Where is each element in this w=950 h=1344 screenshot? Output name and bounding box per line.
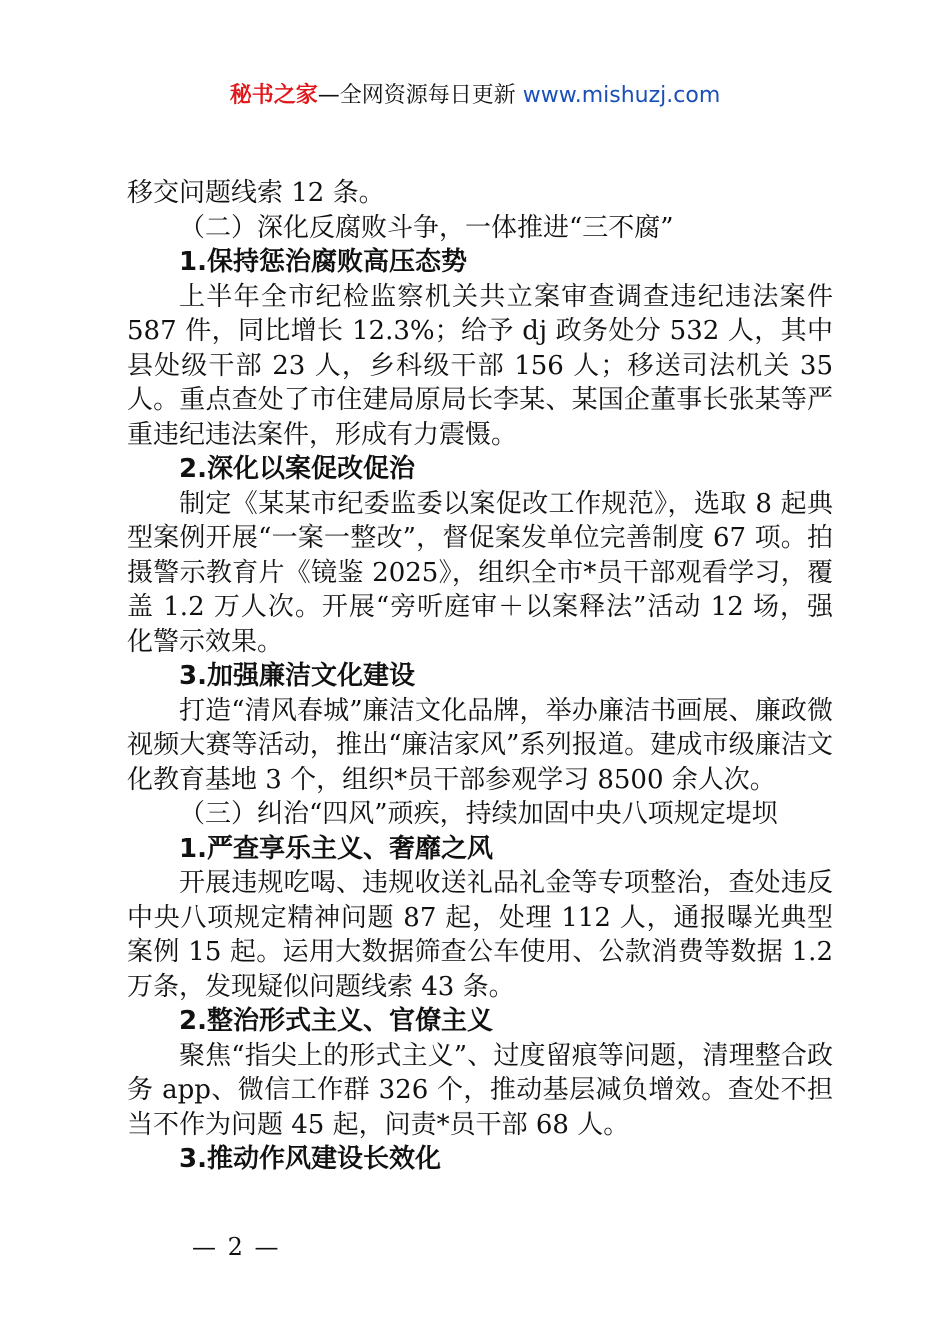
header-watermark: [0, 80, 950, 112]
watermark-slogan: —全网资源每日更新: [317, 83, 523, 108]
body-paragraph: 制定《某某市纪委监委以案促改工作规范》，选取 8 起典型案例开展“一案一整改”，督促案发单位完善制度 67 项。拍摄警示教育片《镜鉴 2025》，组织全市*员干部观看学习，覆盖 1.2 万人次。开展“旁听庭审＋以案释法”活动 12 场，强化警示效果。: [127, 488, 833, 657]
body-paragraph: 打造“清风春城”廉洁文化品牌，举办廉洁书画展、廉政微视频大赛等活动，推出“廉洁家风”系列报道。建成市级廉洁文化教育基地 3 个，组织*员干部参观学习 8500 余人次。: [127, 695, 833, 795]
subheading-2: 2.整治形式主义、官僚主义: [179, 1006, 493, 1036]
subheading-2: 2.深化以案促改促治: [179, 454, 415, 484]
body-paragraph: 聚焦“指尖上的形式主义”、过度留痕等问题，清理整合政务 app、微信工作群 326 个，推动基层减负增效。查处不担当不作为问题 45 起，问责*员干部 68 人。: [127, 1040, 833, 1140]
body-paragraph-continuation: 移交问题线索 12 条。: [127, 178, 385, 208]
body-paragraph: 开展违规吃喝、违规收送礼品礼金等专项整治，查处违反中央八项规定精神问题 87 起，处理 112 人，通报曝光典型案例 15 起。运用大数据筛查公车使用、公款消费等数据 1.2 万条，发现疑似问题线索 43 条。: [127, 868, 833, 1002]
subheading-3: 3.推动作风建设长效化: [179, 1144, 441, 1174]
section-title-2: （二）深化反腐败斗争，一体推进“三不腐”: [179, 212, 674, 243]
subheading-1: 1.严查享乐主义、奢靡之风: [179, 833, 493, 864]
document-body: [127, 176, 833, 1177]
page-number: — 2 —: [192, 1233, 281, 1261]
body-paragraph: 上半年全市纪检监察机关共立案审查调查违纪违法案件 587 件，同比增长 12.3%；给予 dj 政务处分 532 人，其中县处级干部 23 人，乡科级干部 156 人；移送司法机关 35 人。重点查处了市住建局原局长李某、某国企董事长张某等严重违纪违法案件，形成有力震慑。: [127, 281, 833, 450]
watermark-brand: 秘书之家: [229, 83, 318, 108]
section-title-3: （三）纠治“四风”顽疾，持续加固中央八项规定堤坝: [179, 799, 778, 829]
watermark-url[interactable]: www.mishuzj.com: [522, 83, 721, 108]
subheading-3: 3.加强廉洁文化建设: [179, 661, 415, 691]
subheading-1: 1.保持惩治腐败高压态势: [179, 247, 467, 277]
